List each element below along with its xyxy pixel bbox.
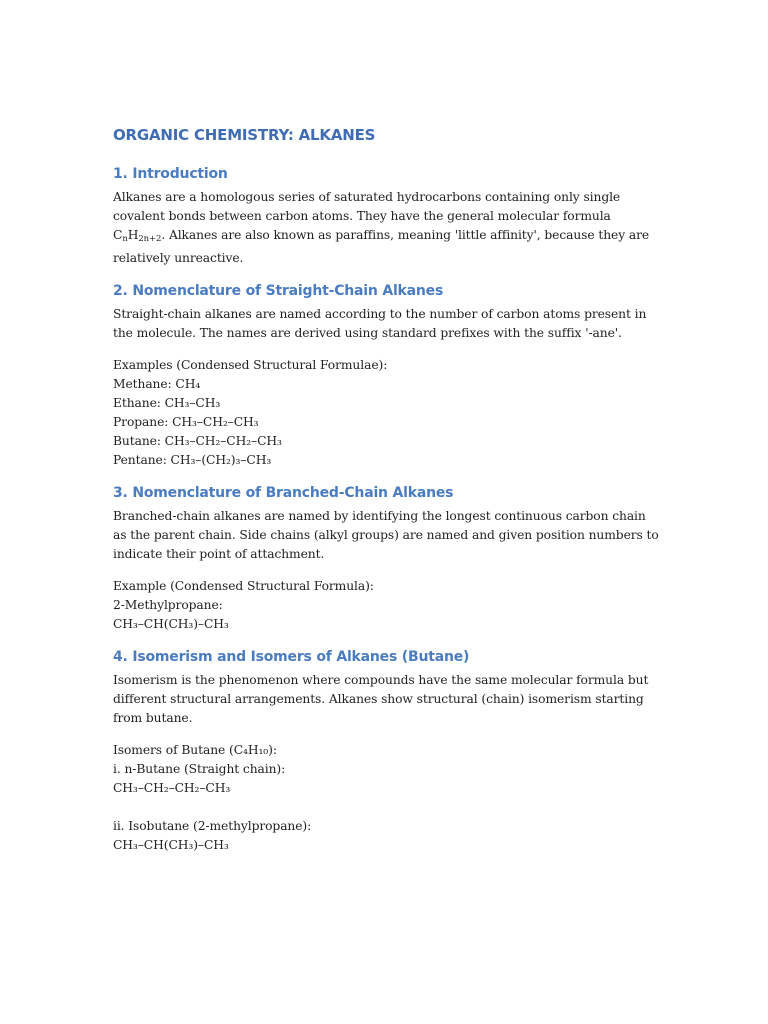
section-heading-branched-chain: 3. Nomenclature of Branched-Chain Alkanes (113, 485, 454, 501)
example-label: Example (Condensed Structural Formula): (113, 579, 374, 593)
branched-chain-example (113, 577, 661, 634)
section-straight-chain (113, 281, 661, 470)
section-branched-chain (113, 483, 661, 634)
branched-chain-paragraph: Branched-chain alkanes are named by identifying the longest continuous carbon chain as the parent chain. Side chains (alkyl groups) are named and given position numbers to indicate their point of attachment. (113, 509, 659, 561)
example-methane: Methane: CH₄ (113, 377, 201, 391)
intro-text-c: . Alkanes are also known as paraffins, meaning 'little affinity', because they are relatively unreactive. (113, 228, 650, 265)
intro-text-b: H (127, 228, 139, 242)
isomer-spacer (113, 798, 661, 817)
section-introduction (113, 164, 661, 268)
example-name: 2-Methylpropane: (113, 598, 223, 612)
isomerism-paragraph: Isomerism is the phenomenon where compounds have the same molecular formula but different structural arrangements. Alkanes show structural (chain) isomerism starting from butane. (113, 673, 649, 725)
example-butane: Butane: CH₃–CH₂–CH₂–CH₃ (113, 434, 282, 448)
example-formula: CH₃–CH(CH₃)–CH₃ (113, 617, 229, 631)
formula-subscript-n: n (122, 234, 128, 244)
section-heading-straight-chain: 2. Nomenclature of Straight-Chain Alkanes (113, 283, 444, 299)
introduction-paragraph (113, 188, 661, 268)
document-page (113, 124, 661, 868)
straight-chain-examples (113, 356, 661, 470)
section-heading-isomerism: 4. Isomerism and Isomers of Alkanes (Butane) (113, 649, 470, 665)
example-ethane: Ethane: CH₃–CH₃ (113, 396, 221, 410)
example-propane: Propane: CH₃–CH₂–CH₃ (113, 415, 259, 429)
formula-subscript-2n2: 2n+2 (138, 234, 162, 244)
butane-isomers (113, 741, 661, 855)
section-isomerism (113, 647, 661, 855)
straight-chain-paragraph: Straight-chain alkanes are named according to the number of carbon atoms present in the molecule. The names are derived using standard prefixes with the suffix '-ane'. (113, 307, 647, 340)
isomer-2-formula: CH₃–CH(CH₃)–CH₃ (113, 838, 229, 852)
isomer-1-formula: CH₃–CH₂–CH₂–CH₃ (113, 781, 231, 795)
example-pentane: Pentane: CH₃–(CH₂)₃–CH₃ (113, 453, 272, 467)
section-heading-introduction: 1. Introduction (113, 166, 228, 182)
document-title: ORGANIC CHEMISTRY: ALKANES (113, 126, 376, 144)
isomer-1-name: i. n-Butane (Straight chain): (113, 762, 286, 776)
isomer-2-name: ii. Isobutane (2-methylpropane): (113, 819, 312, 833)
isomers-label: Isomers of Butane (C₄H₁₀): (113, 743, 277, 757)
examples-label: Examples (Condensed Structural Formulae): (113, 358, 388, 372)
intro-text-a: Alkanes are a homologous series of saturated hydrocarbons containing only single covalent bonds between carbon atoms. They have the general molecular formula C (113, 190, 621, 242)
